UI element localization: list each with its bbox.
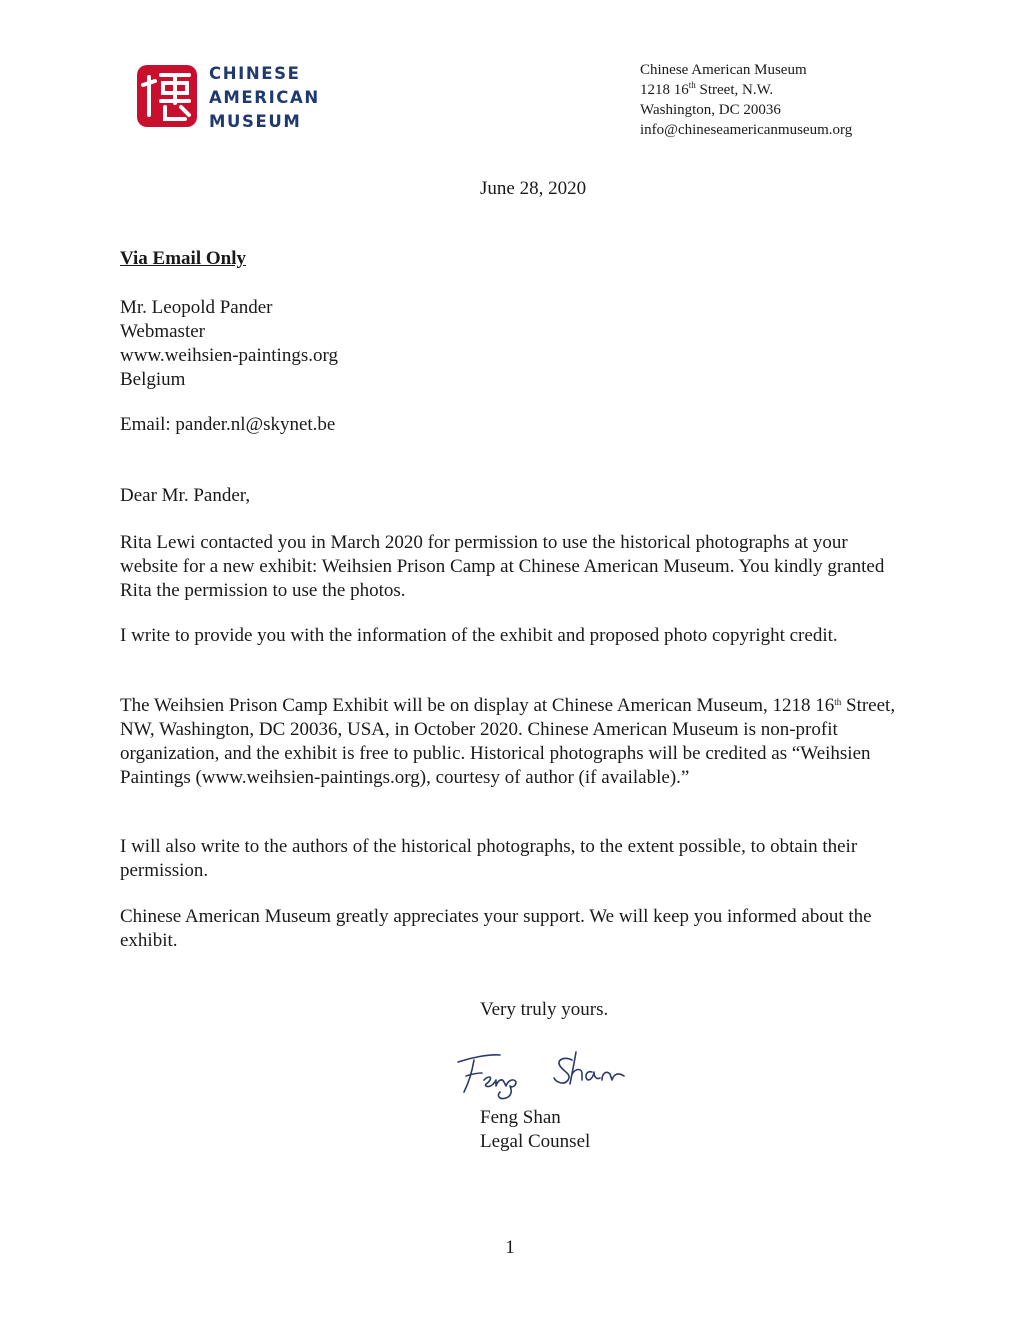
museum-logo xyxy=(135,60,320,132)
closing: Very truly yours. xyxy=(480,999,609,1020)
recipient-country: Belgium xyxy=(120,369,186,390)
logo-line-2: AMERICAN xyxy=(209,88,320,107)
seal-icon xyxy=(135,63,199,129)
sender-address xyxy=(640,60,852,140)
recipient-block xyxy=(120,296,910,392)
paragraph-3 xyxy=(120,694,910,790)
paragraph-4: I will also write to the authors of the historical photographs, to the extent possible, to obtain their permission. xyxy=(120,836,858,881)
paragraph-3-suffix: th xyxy=(834,697,842,707)
sender-name: Chinese American Museum xyxy=(640,62,807,78)
recipient-website[interactable]: www.weihsien-paintings.org xyxy=(120,345,338,366)
sender-email[interactable]: info@chineseamericanmuseum.org xyxy=(640,122,853,138)
signer-block xyxy=(480,1106,590,1154)
paragraph-1: Rita Lewi contacted you in March 2020 for permission to use the historical photographs at your website for a new exhibit: Weihsien Prison Camp at Chinese American Museum. You kindly granted Rita the permission to use the photos. xyxy=(120,532,885,601)
paragraph-3-part-b: Street, NW, Washington, DC 20036, USA, in October 2020. Chinese American Museum is non-profit organization, and the exhibit is free to public. Historical photographs will be credited as “Weihsien Paintings (www.weihsien-paintings.org), courtesy of author (if available).” xyxy=(120,695,896,788)
signer-title: Legal Counsel xyxy=(480,1131,591,1152)
paragraph-3-part-a: The Weihsien Prison Camp Exhibit will be on display at Chinese American Museum, 1218 16 xyxy=(120,695,835,716)
letter-date: June 28, 2020 xyxy=(480,178,587,199)
logo-wordmark xyxy=(209,62,320,134)
sender-street xyxy=(640,80,852,100)
logo-line-3: MUSEUM xyxy=(209,112,302,131)
paragraph-5: Chinese American Museum greatly appreciates your support. We will keep you informed about the exhibit. xyxy=(120,906,872,951)
salutation: Dear Mr. Pander, xyxy=(120,485,251,506)
street-suffix: th xyxy=(688,80,696,90)
street-name: Street, N.W. xyxy=(695,82,774,98)
delivery-method: Via Email Only xyxy=(120,248,246,269)
recipient-email: Email: pander.nl@skynet.be xyxy=(120,414,336,435)
recipient-name: Mr. Leopold Pander xyxy=(120,297,273,318)
paragraph-2: I write to provide you with the information of the exhibit and proposed photo copyright credit. xyxy=(120,625,838,646)
page-number: 1 xyxy=(505,1237,515,1258)
handwritten-signature xyxy=(430,1040,645,1112)
sender-city: Washington, DC 20036 xyxy=(640,102,781,118)
logo-line-1: CHINESE xyxy=(209,64,301,83)
street-number: 1218 16 xyxy=(640,82,689,98)
recipient-title: Webmaster xyxy=(120,321,205,342)
signer-name: Feng Shan xyxy=(480,1107,561,1128)
